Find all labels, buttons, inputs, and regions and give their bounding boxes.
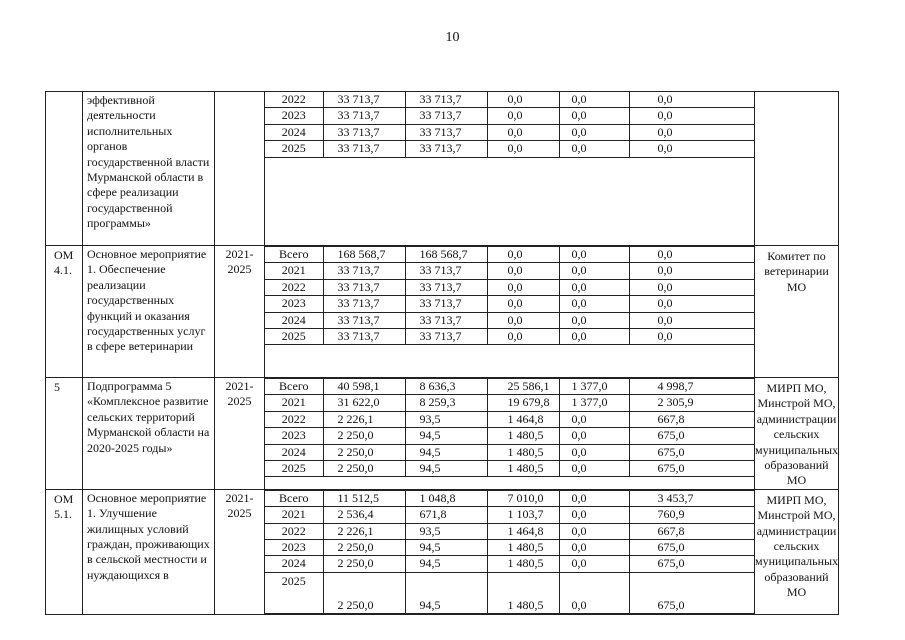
value-cell: 0,0	[487, 312, 559, 328]
value-cell: 93,5	[405, 411, 487, 427]
value-cell: 1 480,5	[487, 461, 559, 477]
row-period: 2021-2025	[215, 246, 265, 378]
value-cell: 0,0	[559, 108, 629, 124]
value-cell: 0,0	[559, 428, 629, 444]
value-cell: 33 713,7	[405, 108, 487, 124]
value-row	[265, 444, 755, 460]
value-cell: 1 480,5	[487, 556, 559, 572]
value-cell: 2 226,1	[323, 523, 405, 539]
value-cell: 0,0	[487, 108, 559, 124]
value-cell: 0,0	[559, 296, 629, 312]
value-cell: 33 713,7	[323, 263, 405, 279]
row-executor: МИРП МО, Минстрой МО, администрации сельских муниципальных образований МО	[755, 378, 839, 490]
value-cell: 8 259,3	[405, 395, 487, 411]
value-cell: 33 713,7	[323, 296, 405, 312]
year-cell: Всего	[265, 379, 323, 395]
value-row	[265, 523, 755, 539]
table-row	[46, 92, 839, 246]
value-cell: 94,5	[405, 428, 487, 444]
value-cell: 2 250,0	[323, 428, 405, 444]
value-cell: 168 568,7	[405, 247, 487, 263]
row-period: 2021-2025	[215, 378, 265, 490]
year-cell: 2023	[265, 296, 323, 312]
value-cell: 675,0	[629, 572, 755, 613]
value-row	[265, 124, 755, 140]
value-row	[265, 395, 755, 411]
value-cell: 0,0	[559, 247, 629, 263]
value-cell: 2 226,1	[323, 411, 405, 427]
value-cell: 0,0	[629, 141, 755, 157]
year-cell: Всего	[265, 247, 323, 263]
value-cell: 0,0	[629, 329, 755, 345]
year-cell: 2025	[265, 572, 323, 613]
value-cell: 2 250,0	[323, 556, 405, 572]
values-grid	[265, 490, 755, 614]
value-cell: 667,8	[629, 411, 755, 427]
value-row	[265, 141, 755, 157]
value-row	[265, 556, 755, 572]
row-values	[265, 92, 755, 246]
year-cell: 2024	[265, 556, 323, 572]
year-cell: 2024	[265, 124, 323, 140]
value-row	[265, 461, 755, 477]
value-cell: 33 713,7	[323, 108, 405, 124]
value-cell: 0,0	[559, 329, 629, 345]
value-cell: 25 586,1	[487, 379, 559, 395]
value-cell: 0,0	[629, 263, 755, 279]
value-cell: 675,0	[629, 444, 755, 460]
row-name: Основное мероприятие 1. Улучшение жилищных условий граждан, проживающих в сельской местности и нуждающихся в	[83, 489, 215, 614]
value-row	[265, 507, 755, 523]
value-row	[265, 428, 755, 444]
value-cell: 0,0	[487, 141, 559, 157]
value-row	[265, 540, 755, 556]
value-cell: 1 480,5	[487, 572, 559, 613]
value-cell: 33 713,7	[405, 263, 487, 279]
value-cell: 0,0	[629, 312, 755, 328]
value-cell: 2 305,9	[629, 395, 755, 411]
row-values	[265, 489, 755, 614]
year-cell: Всего	[265, 490, 323, 506]
value-cell: 33 713,7	[405, 312, 487, 328]
value-cell: 0,0	[559, 92, 629, 108]
value-cell: 33 713,7	[405, 141, 487, 157]
row-period: 2021-2025	[215, 489, 265, 614]
value-cell: 1 480,5	[487, 428, 559, 444]
value-row	[265, 411, 755, 427]
year-cell: 2022	[265, 523, 323, 539]
row-executor: МИРП МО, Минстрой МО, администрации сельских муниципальных образований МО	[755, 489, 839, 614]
row-values	[265, 378, 755, 490]
year-cell: 2024	[265, 312, 323, 328]
value-cell: 0,0	[559, 461, 629, 477]
value-cell: 0,0	[629, 247, 755, 263]
value-row	[265, 490, 755, 506]
row-code: ОМ 4.1.	[46, 246, 83, 378]
value-cell: 2 250,0	[323, 461, 405, 477]
value-cell: 0,0	[559, 540, 629, 556]
value-cell: 667,8	[629, 523, 755, 539]
year-cell: 2023	[265, 540, 323, 556]
value-row	[265, 379, 755, 395]
year-cell: 2021	[265, 395, 323, 411]
value-row	[265, 312, 755, 328]
value-cell: 0,0	[487, 92, 559, 108]
year-cell: 2025	[265, 329, 323, 345]
value-cell: 0,0	[559, 572, 629, 613]
value-cell: 0,0	[559, 279, 629, 295]
value-row	[265, 108, 755, 124]
value-cell: 760,9	[629, 507, 755, 523]
table-row	[46, 246, 839, 378]
value-row	[265, 279, 755, 295]
value-cell: 94,5	[405, 461, 487, 477]
value-cell: 94,5	[405, 540, 487, 556]
value-cell: 0,0	[487, 296, 559, 312]
year-cell: 2023	[265, 108, 323, 124]
row-values	[265, 246, 755, 378]
value-cell: 0,0	[629, 92, 755, 108]
value-cell: 33 713,7	[405, 92, 487, 108]
value-row	[265, 572, 755, 613]
value-cell: 11 512,5	[323, 490, 405, 506]
value-row	[265, 92, 755, 108]
value-cell: 93,5	[405, 523, 487, 539]
value-cell: 33 713,7	[323, 141, 405, 157]
value-cell: 0,0	[487, 329, 559, 345]
value-cell: 33 713,7	[323, 279, 405, 295]
row-name: Основное мероприятие 1. Обеспечение реализации государственных функций и оказания государственных услуг в сфере ветеринарии	[83, 246, 215, 378]
value-cell: 1 103,7	[487, 507, 559, 523]
value-cell: 7 010,0	[487, 490, 559, 506]
value-cell: 33 713,7	[405, 124, 487, 140]
value-cell: 675,0	[629, 556, 755, 572]
value-cell: 2 250,0	[323, 540, 405, 556]
value-cell: 1 480,5	[487, 540, 559, 556]
value-cell: 0,0	[487, 247, 559, 263]
value-cell: 33 713,7	[405, 296, 487, 312]
value-cell: 94,5	[405, 444, 487, 460]
value-cell: 33 713,7	[405, 279, 487, 295]
value-cell: 0,0	[559, 141, 629, 157]
values-grid	[265, 92, 755, 158]
row-executor	[755, 92, 839, 246]
value-cell: 33 713,7	[405, 329, 487, 345]
row-executor: Комитет по ветеринарии МО	[755, 246, 839, 378]
value-cell: 0,0	[487, 263, 559, 279]
year-cell: 2022	[265, 279, 323, 295]
value-cell: 2 250,0	[323, 444, 405, 460]
value-cell: 671,8	[405, 507, 487, 523]
value-cell: 0,0	[629, 108, 755, 124]
value-cell: 33 713,7	[323, 92, 405, 108]
value-cell: 0,0	[559, 124, 629, 140]
value-row	[265, 329, 755, 345]
value-cell: 2 250,0	[323, 572, 405, 613]
value-cell: 0,0	[629, 124, 755, 140]
value-cell: 675,0	[629, 461, 755, 477]
value-cell: 0,0	[629, 279, 755, 295]
value-cell: 1 048,8	[405, 490, 487, 506]
value-row	[265, 296, 755, 312]
row-name: Подпрограмма 5 «Комплексное развитие сельских территорий Мурманской области на 2020-2025 годы»	[83, 378, 215, 490]
row-code: ОМ 5.1.	[46, 489, 83, 614]
value-row	[265, 263, 755, 279]
value-cell: 0,0	[559, 444, 629, 460]
value-cell: 2 536,4	[323, 507, 405, 523]
value-cell: 0,0	[559, 523, 629, 539]
value-cell: 33 713,7	[323, 312, 405, 328]
values-grid	[265, 378, 755, 477]
value-cell: 1 464,8	[487, 411, 559, 427]
table-row	[46, 489, 839, 614]
value-cell: 0,0	[559, 490, 629, 506]
value-cell: 0,0	[559, 263, 629, 279]
program-table	[45, 91, 839, 615]
value-cell: 8 636,3	[405, 379, 487, 395]
values-grid	[265, 246, 755, 345]
year-cell: 2024	[265, 444, 323, 460]
page-number: 10	[445, 30, 460, 45]
value-cell: 31 622,0	[323, 395, 405, 411]
value-cell: 0,0	[559, 556, 629, 572]
row-name: эффективной деятельности исполнительных органов государственной власти Мурманской области в сфере реализации государственной программы»	[83, 92, 215, 246]
value-cell: 0,0	[487, 279, 559, 295]
value-cell: 1 480,5	[487, 444, 559, 460]
value-cell: 0,0	[559, 507, 629, 523]
year-cell: 2022	[265, 92, 323, 108]
value-cell: 1 464,8	[487, 523, 559, 539]
table-row	[46, 378, 839, 490]
value-cell: 0,0	[487, 124, 559, 140]
value-cell: 675,0	[629, 428, 755, 444]
value-cell: 40 598,1	[323, 379, 405, 395]
value-cell: 3 453,7	[629, 490, 755, 506]
value-cell: 1 377,0	[559, 395, 629, 411]
row-period	[215, 92, 265, 246]
year-cell: 2021	[265, 507, 323, 523]
row-code	[46, 92, 83, 246]
value-cell: 94,5	[405, 556, 487, 572]
value-cell: 33 713,7	[323, 124, 405, 140]
value-cell: 33 713,7	[323, 329, 405, 345]
value-cell: 19 679,8	[487, 395, 559, 411]
value-cell: 168 568,7	[323, 247, 405, 263]
value-cell: 4 998,7	[629, 379, 755, 395]
row-code: 5	[46, 378, 83, 490]
value-cell: 94,5	[405, 572, 487, 613]
value-cell: 0,0	[559, 411, 629, 427]
value-cell: 1 377,0	[559, 379, 629, 395]
year-cell: 2022	[265, 411, 323, 427]
value-row	[265, 247, 755, 263]
value-cell: 0,0	[629, 296, 755, 312]
value-cell: 675,0	[629, 540, 755, 556]
year-cell: 2025	[265, 141, 323, 157]
value-cell: 0,0	[559, 312, 629, 328]
year-cell: 2025	[265, 461, 323, 477]
year-cell: 2021	[265, 263, 323, 279]
year-cell: 2023	[265, 428, 323, 444]
